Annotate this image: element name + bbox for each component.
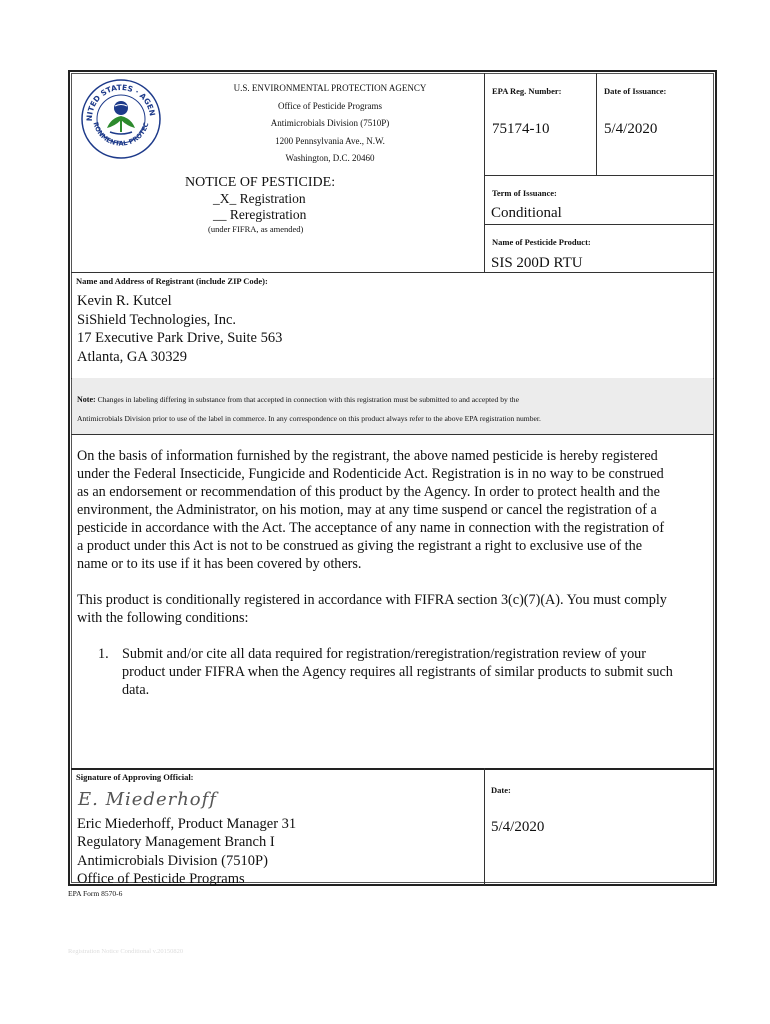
signature-top-line <box>71 768 714 770</box>
signature-divider <box>484 768 485 885</box>
condition-line: data. <box>122 682 150 698</box>
agency-address <box>190 80 470 168</box>
date-of-issuance-label: Date of Issuance: <box>604 86 667 96</box>
product-name-value: SIS 200D RTU <box>491 255 583 271</box>
agency-office: Office of Pesticide Programs <box>277 100 383 111</box>
paragraph-line: as an endorsement or recommendation of this product by the Agency. In order to protect health and the <box>77 484 660 500</box>
paragraph-line: This product is conditionally registered in accordance with FIFRA section 3(c)(7)(A). You must comply <box>77 592 667 608</box>
reg-date-divider <box>596 73 597 175</box>
registrant-city: Atlanta, GA 30329 <box>77 348 187 365</box>
registrant-top-line <box>71 272 714 273</box>
paragraph-line: On the basis of information furnished by the registrant, the above named pesticide is hereby registered <box>77 448 658 464</box>
reg-number-value: 75174-10 <box>492 121 550 137</box>
under-fifra-note: (under FIFRA, as amended) <box>208 224 304 234</box>
registration-paragraph <box>77 447 711 573</box>
registrant-label: Name and Address of Registrant (include ZIP Code): <box>76 276 268 286</box>
note-text <box>77 390 707 428</box>
registrant-address <box>77 292 282 366</box>
faint-footer-text: Registration Notice Conditional v.20150820 <box>68 948 184 955</box>
handwritten-signature: E. Miederhoff <box>78 789 217 810</box>
svg-text:UNITED STATES · AGENCY: NITED STATES · AGEN <box>84 82 157 122</box>
term-value: Conditional <box>491 205 562 221</box>
note-line-1: Changes in labeling differing in substance from that accepted in connection with this registration must be submitted to and accepted by the <box>97 395 519 404</box>
header-divider <box>484 73 485 272</box>
notice-title: NOTICE OF PESTICIDE: <box>185 175 336 190</box>
paragraph-line: environment, the Administrator, on his motion, may at any time suspend or cancel the registration of a <box>77 502 657 518</box>
agency-division: Antimicrobials Division (7510P) <box>270 118 390 128</box>
body-top-line <box>71 434 714 435</box>
term-label: Term of Issuance: <box>492 188 557 198</box>
condition-line: product under FIFRA when the Agency requires all registrants of similar products to submit such <box>122 664 673 680</box>
reregistration-checkbox-line: __ Reregistration <box>213 207 307 222</box>
note-label: Note: <box>77 395 96 404</box>
official-branch: Regulatory Management Branch I <box>77 834 275 851</box>
official-office: Office of Pesticide Programs <box>77 870 245 887</box>
condition-line: Submit and/or cite all data required for registration/reregistration/registration review of your <box>122 646 646 662</box>
paragraph-line: name or to its use if it has been covered by others. <box>77 556 362 572</box>
epa-seal <box>80 78 162 160</box>
approving-official <box>77 815 296 888</box>
reg-number-label: EPA Reg. Number: <box>492 86 562 96</box>
agency-name: U.S. ENVIRONMENTAL PROTECTION AGENCY <box>233 83 427 93</box>
signature-date-label: Date: <box>491 785 511 795</box>
note-line-2: Antimicrobials Division prior to use of the label in commerce. In any correspondence on this product always refer to the above EPA registration number. <box>77 414 541 423</box>
agency-street: 1200 Pennsylvania Ave., N.W. <box>275 135 385 146</box>
paragraph-line: a product under this Act is not to be construed as giving the registrant a right to exclusive use of the <box>77 538 643 554</box>
official-division: Antimicrobials Division (7510P) <box>77 852 268 869</box>
official-name: Eric Miederhoff, Product Manager 31 <box>77 816 297 832</box>
condition-number: 1. <box>98 646 109 662</box>
paragraph-line: pesticide in accordance with the Act. The acceptance of any name in connection with the registration of <box>77 520 665 536</box>
paragraph-line: under the Federal Insecticide, Fungicide and Rodenticide Act. Registration is in no way to be construed <box>77 466 664 482</box>
signature-date-value: 5/4/2020 <box>491 819 545 835</box>
registrant-company: SiShield Technologies, Inc. <box>77 311 237 328</box>
svg-text:ENVIRONMENTAL PROTECTION: RONMENTAL PROTEC <box>91 121 151 148</box>
paragraph-line: with the following conditions: <box>77 610 249 626</box>
registrant-name: Kevin R. Kutcel <box>77 293 172 309</box>
agency-city: Washington, D.C. 20460 <box>285 153 375 163</box>
product-name-label: Name of Pesticide Product: <box>492 237 591 247</box>
date-of-issuance-value: 5/4/2020 <box>604 121 658 137</box>
condition-item <box>122 645 714 699</box>
signature-label: Signature of Approving Official: <box>76 772 194 782</box>
epa-seal-graphic <box>80 78 162 160</box>
term-top-line <box>484 175 714 176</box>
conditional-paragraph <box>77 591 711 627</box>
registrant-street: 17 Executive Park Drive, Suite 563 <box>77 330 283 346</box>
product-top-line <box>484 224 714 225</box>
registration-checkbox-line: _X_ Registration <box>213 191 306 206</box>
form-number: EPA Form 8570-6 <box>68 889 123 898</box>
